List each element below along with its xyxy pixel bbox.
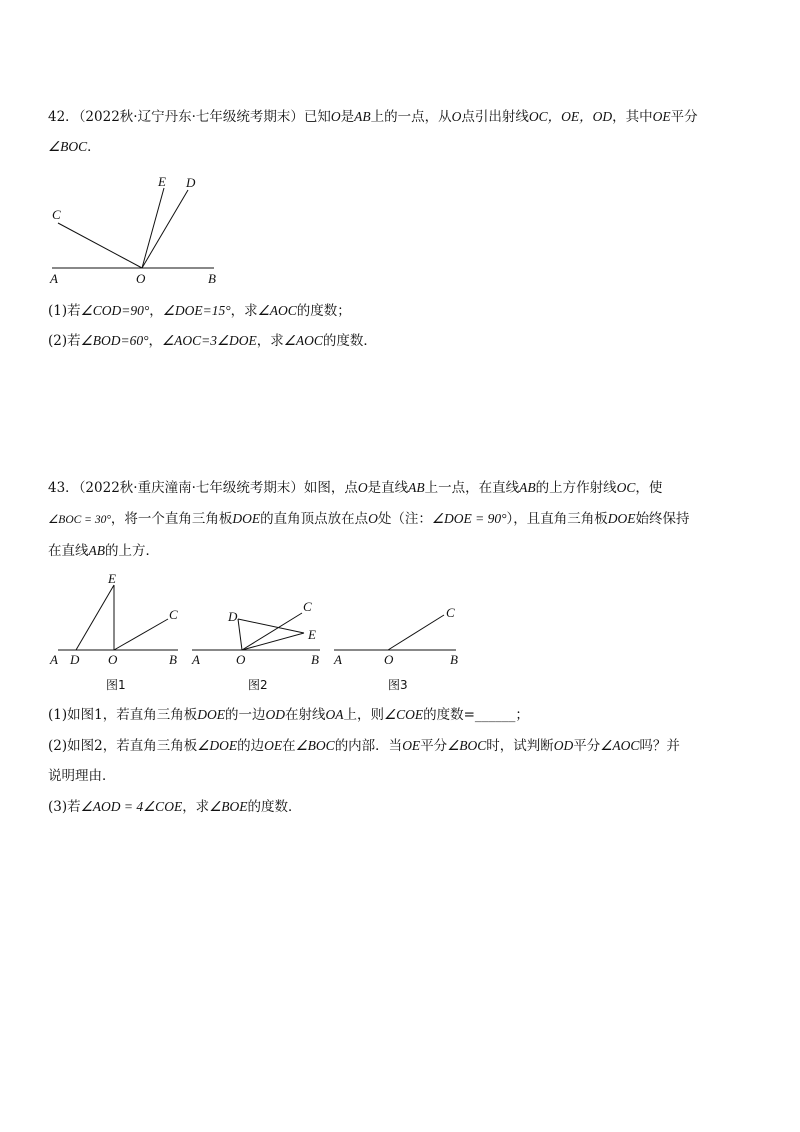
label-o: O xyxy=(108,652,118,667)
q42-ray-oe: OE xyxy=(652,109,671,124)
q43-part2-text: (2)如图2，若直角三角板 xyxy=(48,738,198,754)
q42-part-2 xyxy=(48,331,377,351)
q42-part-1 xyxy=(48,301,351,321)
q43-ray-oa: OA xyxy=(325,707,344,722)
q43-line-1 xyxy=(48,478,662,498)
q42-text: 是 xyxy=(340,109,355,125)
q43-text: 的上方． xyxy=(105,543,159,559)
ray-oc xyxy=(388,615,444,650)
label-o: O xyxy=(384,652,394,667)
triangle-side-od xyxy=(238,619,242,650)
q43-text: ），且直角三角板 xyxy=(506,511,608,527)
q43-part1-text: ； xyxy=(515,707,529,723)
q43-side-oe: OE xyxy=(402,738,421,753)
q43-line-ab: AB xyxy=(519,480,536,495)
q43-text: 处（注： xyxy=(377,511,432,527)
triangle-side-oe xyxy=(242,633,304,650)
q43-part2-text: 平分 xyxy=(420,738,448,754)
q43-part-2-cont xyxy=(48,766,116,786)
q42-number: 42． xyxy=(48,109,79,125)
q43-part3-text: (3)若 xyxy=(48,799,81,815)
label-b: B xyxy=(311,652,319,667)
q42-part1-angle-aoc: ∠AOC xyxy=(257,303,297,318)
q42-part1-angle-doe: ∠DOE=15° xyxy=(162,303,231,318)
q42-line-2 xyxy=(48,137,101,157)
q43-figure-1 xyxy=(48,573,188,665)
ray-oc xyxy=(58,223,142,268)
q43-text: ，将一个直角三角板 xyxy=(110,511,233,527)
label-a: A xyxy=(50,652,58,667)
triangle-side-de xyxy=(76,585,114,650)
ray-oc xyxy=(114,619,168,650)
answer-blank[interactable]: ______ xyxy=(474,707,516,723)
q43-part1-text: 的度数= xyxy=(423,707,475,723)
q43-angle-boc: ∠BOC xyxy=(447,738,487,753)
label-e: E xyxy=(308,627,316,642)
q43-figure-3 xyxy=(332,573,462,665)
q42-point-o: O xyxy=(330,109,341,124)
q43-line-2 xyxy=(48,509,690,530)
q43-ray-oc: OC xyxy=(616,480,636,495)
q43-side-od: OD xyxy=(553,738,574,753)
q43-line-ab: AB xyxy=(408,480,425,495)
q42-part1-prefix: (1)若 xyxy=(48,303,81,319)
q43-triangle-doe: DOE xyxy=(232,511,261,526)
q42-point-o: O xyxy=(451,109,462,124)
q43-figure-3-caption: 图3 xyxy=(388,678,408,692)
label-d: D xyxy=(228,609,238,624)
q43-number: 43． xyxy=(48,480,79,496)
q43-note-angle: ∠DOE = 90° xyxy=(431,511,507,526)
q42-text: 上的一点，从 xyxy=(370,109,452,125)
label-a: A xyxy=(334,652,342,667)
label-c: C xyxy=(303,599,312,614)
q43-part1-text: 在射线 xyxy=(284,707,326,723)
q42-source: （2022秋·辽宁丹东·七年级统考期末） xyxy=(78,109,304,125)
q43-side-od: OD xyxy=(265,707,285,722)
label-d: D xyxy=(186,175,196,190)
q42-rays: OC，OE，OD xyxy=(528,109,613,124)
q43-angle-boc: ∠BOC xyxy=(295,738,335,753)
q42-part2-mid: ，求 xyxy=(256,333,284,349)
q43-side-oe: OE xyxy=(264,738,283,753)
label-e: E xyxy=(108,571,116,586)
q43-text: 的直角顶点放在点 xyxy=(260,511,369,527)
q42-part1-mid: ，求 xyxy=(230,303,258,319)
q43-part2-text: 时，试判断 xyxy=(486,738,554,754)
q42-part2-sep: ， xyxy=(148,333,162,349)
q43-triangle-doe: DOE xyxy=(197,707,225,722)
q43-source: （2022秋·重庆潼南·七年级统考期末） xyxy=(78,480,304,496)
q43-angle-boe: ∠BOE xyxy=(209,799,248,814)
q43-part2-text: 的边 xyxy=(237,738,265,754)
q43-part1-text: (1)如图1，若直角三角板 xyxy=(48,707,198,723)
q43-text: 始终保持 xyxy=(635,511,690,527)
q43-text: 如图，点 xyxy=(303,480,358,496)
q42-angle-boc: ∠BOC xyxy=(48,139,88,154)
q43-part2-text: 平分 xyxy=(573,738,601,754)
ray-oe xyxy=(142,188,164,268)
label-c: C xyxy=(446,605,455,620)
q43-text: 是直线 xyxy=(367,480,409,496)
q43-angle-aoc: ∠AOC xyxy=(600,738,640,753)
label-a: A xyxy=(192,652,200,667)
q43-figure-1-caption: 图1 xyxy=(106,678,126,692)
q42-line-ab: AB xyxy=(354,109,371,124)
label-c: C xyxy=(52,207,61,222)
q43-point-o: O xyxy=(368,511,378,526)
q42-part2-suffix: 的度数． xyxy=(322,333,377,349)
q42-text: 点引出射线 xyxy=(461,109,529,125)
q42-part2-angle-aoc: ∠AOC xyxy=(283,333,323,348)
q42-part2-prefix: (2)若 xyxy=(48,333,81,349)
q43-angle-relation: ∠AOD = 4∠COE xyxy=(80,799,183,814)
q42-line-1 xyxy=(48,107,698,127)
q43-line-3 xyxy=(48,541,159,561)
label-e: E xyxy=(158,174,166,189)
q43-angle-coe: ∠COE xyxy=(383,707,424,722)
label-b: B xyxy=(169,652,177,667)
ray-od xyxy=(142,190,188,268)
q43-text: 在直线 xyxy=(48,543,89,559)
q43-part2-text: 说明理由． xyxy=(48,768,116,784)
q43-figure-2 xyxy=(190,573,330,665)
q43-part2-text: 吗？并 xyxy=(639,738,680,754)
q43-figure-2-caption: 图2 xyxy=(248,678,268,692)
label-o: O xyxy=(136,271,146,286)
q42-figure xyxy=(48,172,248,287)
q43-part2-text: 的内部．当 xyxy=(334,738,403,754)
q43-text: 的上方作射线 xyxy=(535,480,617,496)
label-b: B xyxy=(450,652,458,667)
q42-part2-angle-relation: ∠AOC=3∠DOE xyxy=(161,333,257,348)
q43-part-1 xyxy=(48,705,529,725)
q43-text: 上一点，在直线 xyxy=(424,480,520,496)
q43-part3-text: ，求 xyxy=(182,799,210,815)
q43-part-2 xyxy=(48,736,680,756)
q43-part1-text: 上，则 xyxy=(343,707,384,723)
label-b: B xyxy=(208,271,216,286)
label-c: C xyxy=(169,607,178,622)
q42-period: ． xyxy=(87,139,101,155)
q43-text: ，使 xyxy=(635,480,663,496)
q43-point-o: O xyxy=(357,480,368,495)
label-d: D xyxy=(70,652,80,667)
q43-part-3 xyxy=(48,797,302,817)
q43-line-ab: AB xyxy=(88,543,105,558)
q42-part2-angle-bod: ∠BOD=60° xyxy=(80,333,149,348)
q43-part1-text: 的一边 xyxy=(224,707,266,723)
ray-oc xyxy=(242,613,302,650)
q43-angle-doe: ∠DOE xyxy=(197,738,238,753)
q42-text: ，其中 xyxy=(612,109,653,125)
label-o: O xyxy=(236,652,246,667)
label-a: A xyxy=(50,271,58,286)
q42-text: 已知 xyxy=(303,109,331,125)
q42-part1-sep: ， xyxy=(149,303,163,319)
q42-part1-suffix: 的度数； xyxy=(296,303,351,319)
triangle-side-de xyxy=(238,619,304,633)
q43-part3-text: 的度数． xyxy=(247,799,302,815)
q42-text: 平分 xyxy=(670,109,698,125)
q43-part2-text: 在 xyxy=(282,738,296,754)
q43-triangle-doe: DOE xyxy=(607,511,636,526)
q42-part1-angle-cod: ∠COD=90° xyxy=(80,303,150,318)
q43-angle-boc: ∠BOC = 30° xyxy=(48,514,111,526)
